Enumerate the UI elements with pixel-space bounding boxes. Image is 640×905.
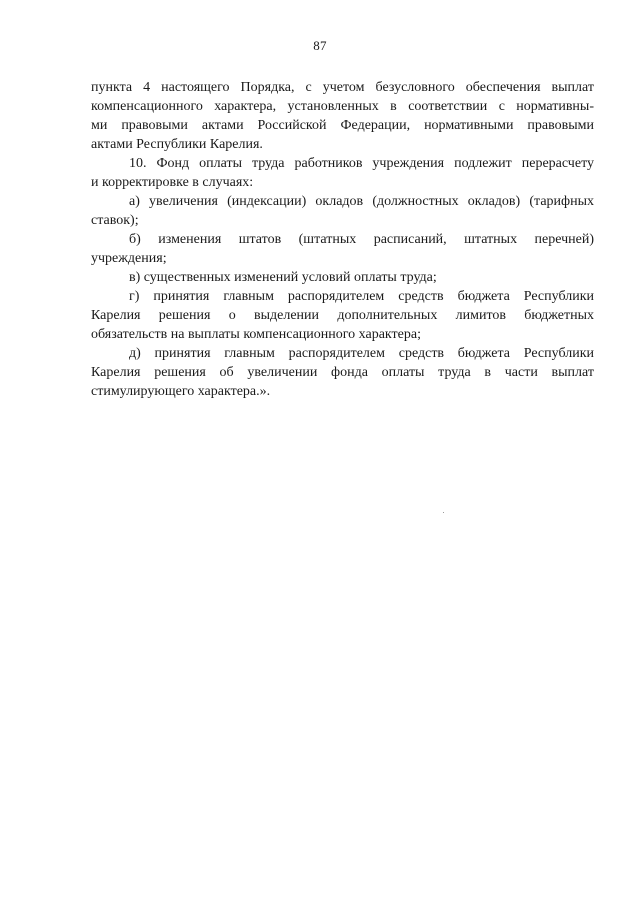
text-line: в) существенных изменений условий оплаты труда; [129,270,437,285]
paragraph-clause-10 [91,154,594,192]
page-number: 87 [313,38,327,53]
text-line: б) изменения штатов (штатных расписаний, штатных перечней) [129,232,594,247]
document-body [91,78,594,401]
text-line: актами Республики Карелия. [91,137,263,152]
text-line: Карелия решения об увеличении фонда оплаты труда в части выплат [91,365,594,380]
text-line: ми правовыми актами Российской Федерации, нормативными правовыми [91,118,594,133]
list-item-g [91,287,594,344]
text-line: 10. Фонд оплаты труда работников учреждения подлежит перерасчету [129,156,594,171]
paragraph-continuation [91,78,594,154]
text-line: д) принятия главным распорядителем средств бюджета Республики [129,346,594,361]
list-item-b [91,230,594,268]
scan-speck [443,512,444,513]
text-line: компенсационного характера, установленных в соответствии с нормативны- [91,99,594,114]
text-line: Карелия решения о выделении дополнительных лимитов бюджетных [91,308,594,323]
text-line: а) увеличения (индексации) окладов (должностных окладов) (тарифных [129,194,594,209]
text-line: пункта 4 настоящего Порядка, с учетом безусловного обеспечения выплат [91,80,594,95]
text-line: г) принятия главным распорядителем средств бюджета Республики [129,289,594,304]
list-item-v [91,268,594,287]
text-line: стимулирующего характера.». [91,384,271,399]
list-item-d [91,344,594,401]
text-line: учреждения; [91,251,167,266]
text-line: обязательств на выплаты компенсационного характера; [91,327,421,342]
text-line: и корректировке в случаях: [91,175,254,190]
list-item-a [91,192,594,230]
text-line: ставок); [91,213,139,228]
